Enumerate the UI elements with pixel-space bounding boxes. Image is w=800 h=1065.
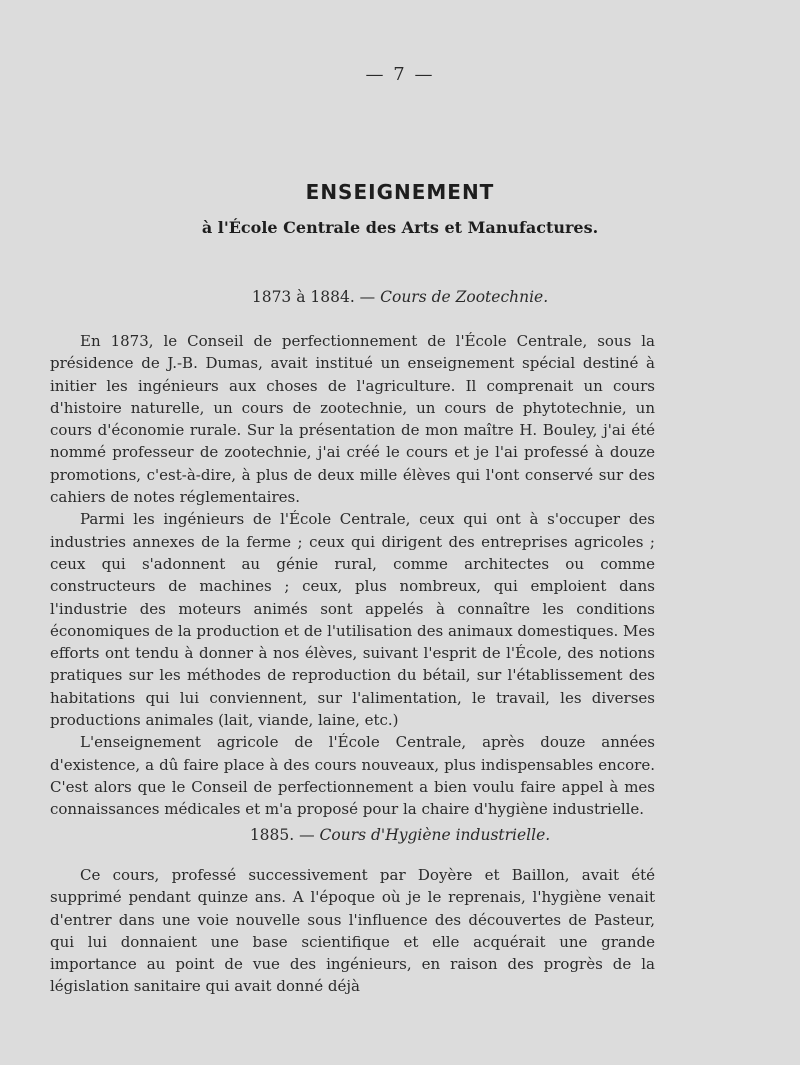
section-body-zootechnie (50, 330, 655, 821)
paragraph: L'enseignement agricole de l'École Centrale, après douze années d'existence, a dû faire place à des cours nouveaux, plus indispensables encore. C'est alors que le Conseil de perfectionnement a bien voulu faire appel à mes connaissances médicales et m'a proposé pour la chaire d'hygiène industrielle. (50, 733, 655, 819)
paragraph: En 1873, le Conseil de perfectionnement de l'École Centrale, sous la présidence de J.-B. Dumas, avait institué un enseignement spécial destiné à initier les ingénieurs aux choses de l'agriculture. Il comprenait un cours d'histoire naturelle, un cours de zootechnie, un cours de phytotechnie, un cours d'économie rurale. Sur la présentation de mon maître H. Bouley, j'ai été nommé professeur de zootechnie, j'ai créé le cours et je l'ai professé à douze promotions, c'est-à-dire, à plus de deux mille élèves qui l'ont conservé sur des cahiers de notes réglementaires. (50, 332, 655, 507)
page-subtitle: à l'École Centrale des Arts et Manufactures. (201, 218, 599, 237)
paragraph: Ce cours, professé successivement par Doyère et Baillon, avait été supprimé pendant quinze ans. A l'époque où je le reprenais, l'hygiène venait d'entrer dans une voie nouvelle sous l'influence des découvertes de Pasteur, qui lui donnaient une base scientifique et elle acquérait une grande importance au point de vue des ingénieurs, en raison des progrès de la législation sanitaire qui avait donné déjà (50, 866, 655, 996)
section-heading-zootechnie (0, 288, 800, 306)
section-heading-date: 1885. — (249, 826, 320, 844)
section-body-hygiene (50, 864, 655, 998)
section-heading-hygiene (0, 826, 800, 844)
section-heading-title: Cours d'Hygiène industrielle. (319, 826, 551, 844)
page-title: ENSEIGNEMENT (305, 180, 495, 204)
section-heading-date: 1873 à 1884. — (251, 288, 381, 306)
paragraph: Parmi les ingénieurs de l'École Centrale, ceux qui ont à s'occuper des industries annexes de la ferme ; ceux qui dirigent des entreprises agricoles ; ceux qui s'adonnent au génie rural, comme architectes ou comme constructeurs de machines ; ceux, plus nombreux, qui emploient dans l'industrie des moteurs animés sont appelés à connaître les conditions économiques de la production et de l'utilisation des animaux domestiques. Mes efforts ont tendu à donner à nos élèves, suivant l'esprit de l'École, des notions pratiques sur les méthodes de reproduction du bétail, sur l'établissement des habitations qui lui conviennent, sur l'alimentation, le travail, les diverses productions animales (lait, viande, laine, etc.) (50, 510, 655, 730)
page-number: — 7 — (365, 64, 435, 85)
section-heading-title: Cours de Zootechnie. (380, 288, 549, 306)
